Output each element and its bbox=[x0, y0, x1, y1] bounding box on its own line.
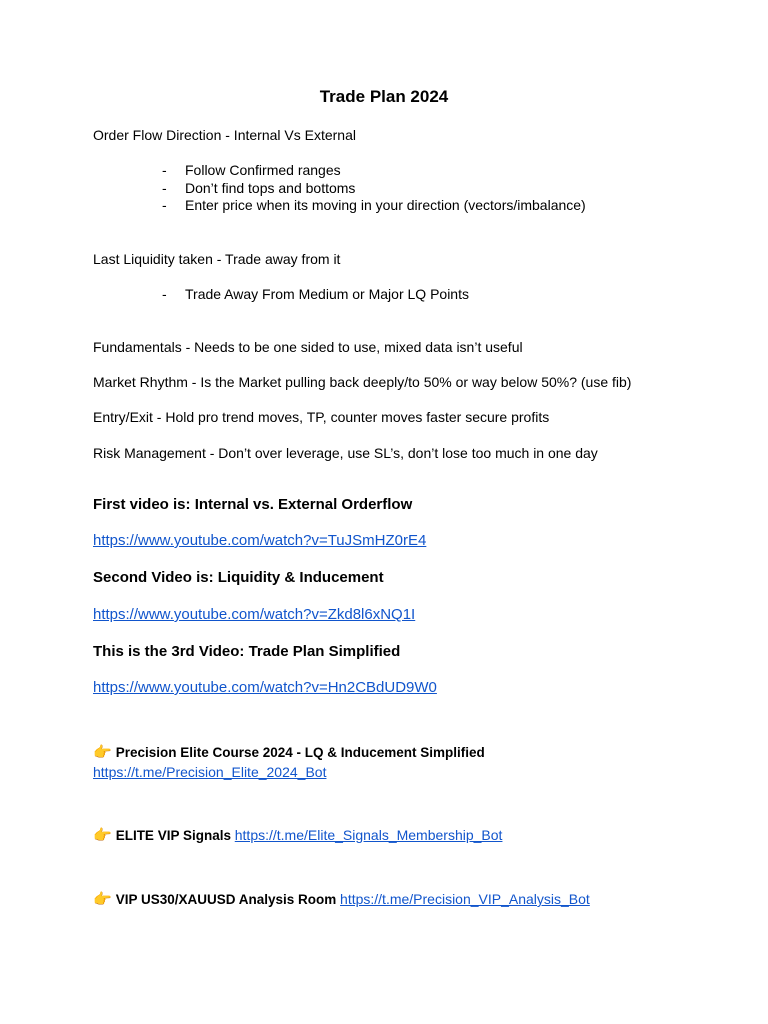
order-flow-bullet: Follow Confirmed ranges bbox=[185, 162, 341, 178]
promo-link[interactable]: https://t.me/Elite_Signals_Membership_Bot bbox=[234, 827, 503, 843]
promo-label: Precision Elite Course 2024 - LQ & Inducement Simplified bbox=[115, 745, 485, 760]
bullet-dash: - bbox=[162, 286, 167, 302]
promo-link[interactable]: https://t.me/Precision_VIP_Analysis_Bot bbox=[340, 891, 590, 907]
video-link[interactable]: https://www.youtube.com/watch?v=Hn2CBdUD9W0 bbox=[93, 679, 437, 696]
video-heading: First video is: Internal vs. External Orderflow bbox=[93, 496, 413, 513]
video-link[interactable]: https://www.youtube.com/watch?v=TuJSmHZ0rE4 bbox=[93, 532, 427, 549]
order-flow-heading: Order Flow Direction - Internal Vs External bbox=[93, 127, 356, 143]
bullet-dash: - bbox=[162, 197, 167, 213]
bullet-dash: - bbox=[162, 162, 167, 178]
entry-exit-point: Entry/Exit - Hold pro trend moves, TP, counter moves faster secure profits bbox=[93, 409, 550, 425]
video-heading: Second Video is: Liquidity & Inducement bbox=[93, 569, 384, 586]
market-rhythm-point: Market Rhythm - Is the Market pulling back deeply/to 50% or way below 50%? (use fib) bbox=[93, 374, 632, 390]
order-flow-bullet: Enter price when its moving in your direction (vectors/imbalance) bbox=[185, 197, 586, 213]
video-link[interactable]: https://www.youtube.com/watch?v=Zkd8l6xNQ1I bbox=[93, 606, 416, 623]
promo-line bbox=[93, 745, 485, 760]
liquidity-heading: Last Liquidity taken - Trade away from it bbox=[93, 251, 341, 267]
order-flow-bullet: Don’t find tops and bottoms bbox=[185, 180, 356, 196]
liquidity-bullet: Trade Away From Medium or Major LQ Points bbox=[185, 286, 469, 302]
promo-label: ELITE VIP Signals bbox=[115, 828, 231, 843]
bullet-dash: - bbox=[162, 180, 167, 196]
promo-link[interactable]: https://t.me/Precision_Elite_2024_Bot bbox=[93, 764, 327, 780]
risk-management-point: Risk Management - Don’t over leverage, use SL’s, don’t lose too much in one day bbox=[93, 445, 598, 461]
fundamentals-point: Fundamentals - Needs to be one sided to use, mixed data isn’t useful bbox=[93, 339, 523, 355]
pointing-hand-icon: 👉 bbox=[93, 891, 112, 908]
pointing-hand-icon: 👉 bbox=[93, 827, 112, 844]
document-title: Trade Plan 2024 bbox=[319, 87, 449, 106]
pointing-hand-icon: 👉 bbox=[93, 744, 112, 761]
video-heading: This is the 3rd Video: Trade Plan Simplified bbox=[93, 643, 401, 660]
promo-label: VIP US30/XAUUSD Analysis Room bbox=[115, 892, 337, 907]
promo-line bbox=[93, 892, 590, 907]
promo-line bbox=[93, 828, 502, 843]
